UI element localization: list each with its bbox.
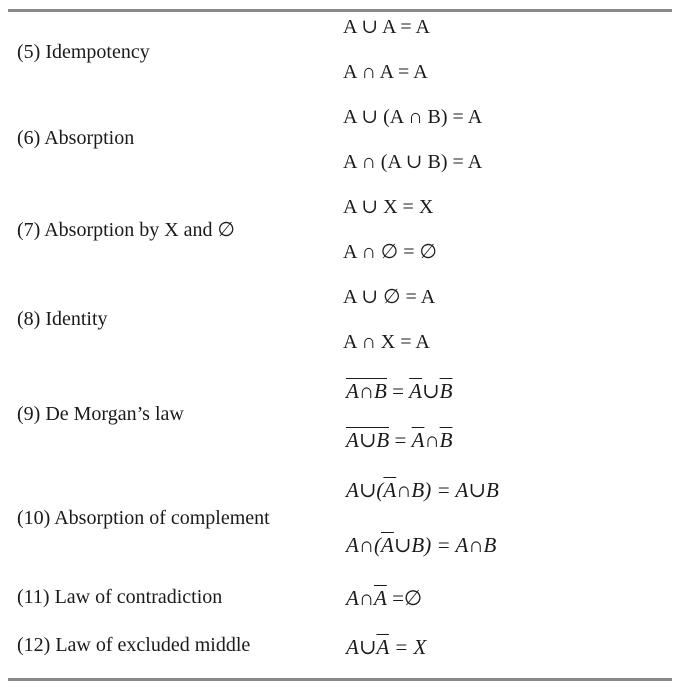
formula-de-morgan-1: A∩B = $\overline{A}\cup\overline{B}$ [346,379,453,403]
law-label-identity: (8) Identity [17,308,108,330]
law-label-excluded-middle: (12) Law of excluded middle [17,634,251,656]
formula-idempotency-intersection: A ∩ A = A [343,61,428,83]
law-label-contradiction: (11) Law of contradiction [17,586,223,608]
bottom-rule [8,678,672,681]
negated-intersection: A∩B [346,379,387,403]
formula-de-morgan-2: A∪B = $\overline{A}\cap\overline{B}$ [346,428,453,452]
formula-idempotency-union: A ∪ A = A [343,16,430,38]
formula-absorption-complement-2: $A\cap(\overline{A}\cup B)$ = A∩B [346,533,497,557]
formula-identity-union: A ∪ ∅ = A [343,286,436,308]
law-label-absorption-by-x: (7) Absorption by X and ∅ [17,219,235,241]
formula-absorption-x-union: A ∪ X = X [343,196,434,218]
formula-absorption-union: A ∪ (A ∩ B) = A [343,106,483,128]
formula-contradiction: $A\cap\overline{A}$ =∅ [346,586,423,610]
law-label-absorption-complement: (10) Absorption of complement [17,507,270,529]
law-label-de-morgan: (9) De Morgan’s law [17,403,184,425]
formula-excluded-middle: $A\cup\overline{A} = X$ [346,635,427,659]
formula-absorption-complement-1: $A\cup(\overline{A}\cap B)$ = A∪B [346,478,499,502]
formula-absorption-intersection: A ∩ (A ∪ B) = A [343,151,483,173]
law-label-absorption: (6) Absorption [17,127,135,149]
top-rule [8,9,672,12]
negated-union: A∪B [346,428,390,452]
law-label-idempotency: (5) Idempotency [17,41,150,63]
formula-identity-intersection: A ∩ X = A [343,331,430,353]
formula-absorption-empty-intersection: A ∩ ∅ = ∅ [343,241,437,263]
